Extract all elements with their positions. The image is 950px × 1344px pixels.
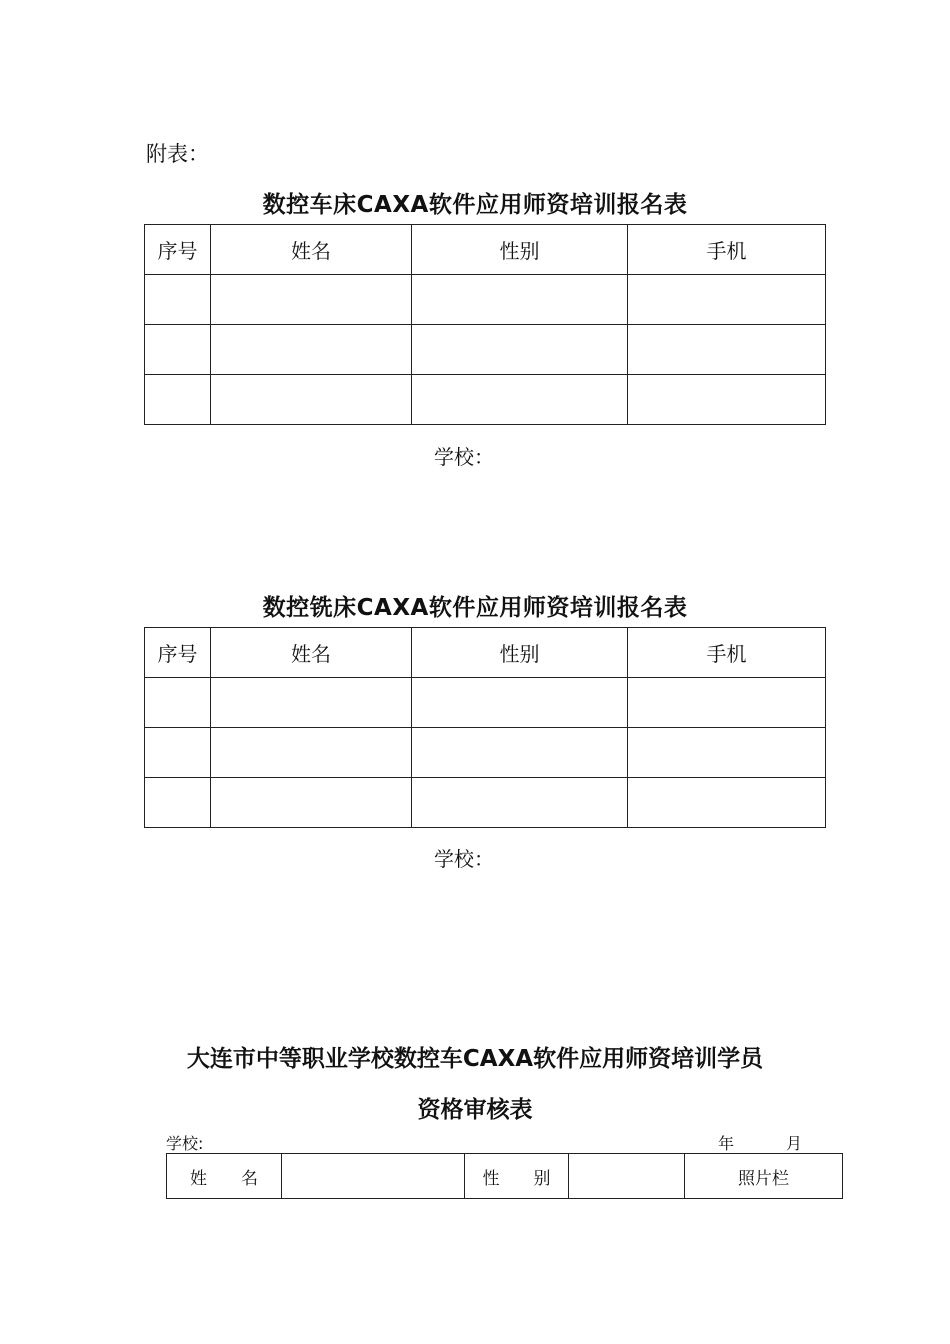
table-cell[interactable] — [211, 375, 412, 425]
table-cell[interactable] — [211, 275, 412, 325]
table2-header-index: 序号 — [145, 628, 211, 678]
table-cell[interactable] — [628, 678, 826, 728]
table1-school-label: 学校： — [434, 445, 494, 469]
table2-school-label: 学校： — [434, 847, 494, 871]
table-cell[interactable] — [628, 728, 826, 778]
table-cell[interactable] — [412, 678, 628, 728]
table-row — [145, 678, 826, 728]
table-cell[interactable] — [412, 275, 628, 325]
table1-header-gender: 性别 — [412, 225, 628, 275]
table-row — [145, 275, 826, 325]
audit-title-line2: 资格审核表 — [417, 1097, 533, 1123]
table1 — [144, 224, 826, 425]
table-cell[interactable] — [145, 325, 211, 375]
appendix-label: 附表： — [146, 142, 209, 166]
table-cell[interactable] — [211, 678, 412, 728]
audit-table — [166, 1153, 843, 1199]
table1-header-index: 序号 — [145, 225, 211, 275]
table1-header-row — [145, 225, 826, 275]
table2-header-phone: 手机 — [628, 628, 826, 678]
audit-school-label: 学校: — [166, 1134, 204, 1153]
table2-header-name: 姓名 — [211, 628, 412, 678]
table1-header-name: 姓名 — [211, 225, 412, 275]
audit-month-label: 月 — [786, 1134, 803, 1153]
table-cell[interactable] — [145, 778, 211, 828]
audit-row — [167, 1154, 843, 1199]
table-cell[interactable] — [628, 325, 826, 375]
table-cell[interactable] — [628, 778, 826, 828]
table2-header-row — [145, 628, 826, 678]
audit-title-line1: 大连市中等职业学校数控车CAXA软件应用师资培训学员 — [186, 1046, 764, 1072]
table-cell[interactable] — [145, 375, 211, 425]
audit-gender-field[interactable] — [569, 1154, 685, 1199]
audit-photo-label: 照片栏 — [685, 1154, 843, 1199]
table-cell[interactable] — [412, 375, 628, 425]
table-cell[interactable] — [628, 375, 826, 425]
table-cell[interactable] — [145, 728, 211, 778]
audit-name-label: 姓 名 — [167, 1154, 282, 1199]
table-row — [145, 325, 826, 375]
table-cell[interactable] — [628, 275, 826, 325]
table-cell[interactable] — [211, 325, 412, 375]
table-cell[interactable] — [412, 778, 628, 828]
table-row — [145, 728, 826, 778]
table-cell[interactable] — [145, 678, 211, 728]
table1-title: 数控车床CAXA软件应用师资培训报名表 — [262, 192, 688, 218]
table-cell[interactable] — [211, 778, 412, 828]
table-cell[interactable] — [211, 728, 412, 778]
table2-title: 数控铣床CAXA软件应用师资培训报名表 — [262, 595, 688, 621]
table-row — [145, 375, 826, 425]
table2-header-gender: 性别 — [412, 628, 628, 678]
table-row — [145, 778, 826, 828]
audit-name-field[interactable] — [282, 1154, 465, 1199]
table-cell[interactable] — [412, 728, 628, 778]
table1-header-phone: 手机 — [628, 225, 826, 275]
table2 — [144, 627, 826, 828]
audit-year-label: 年 — [718, 1134, 735, 1153]
table-cell[interactable] — [145, 275, 211, 325]
table-cell[interactable] — [412, 325, 628, 375]
audit-gender-label: 性 别 — [465, 1154, 569, 1199]
